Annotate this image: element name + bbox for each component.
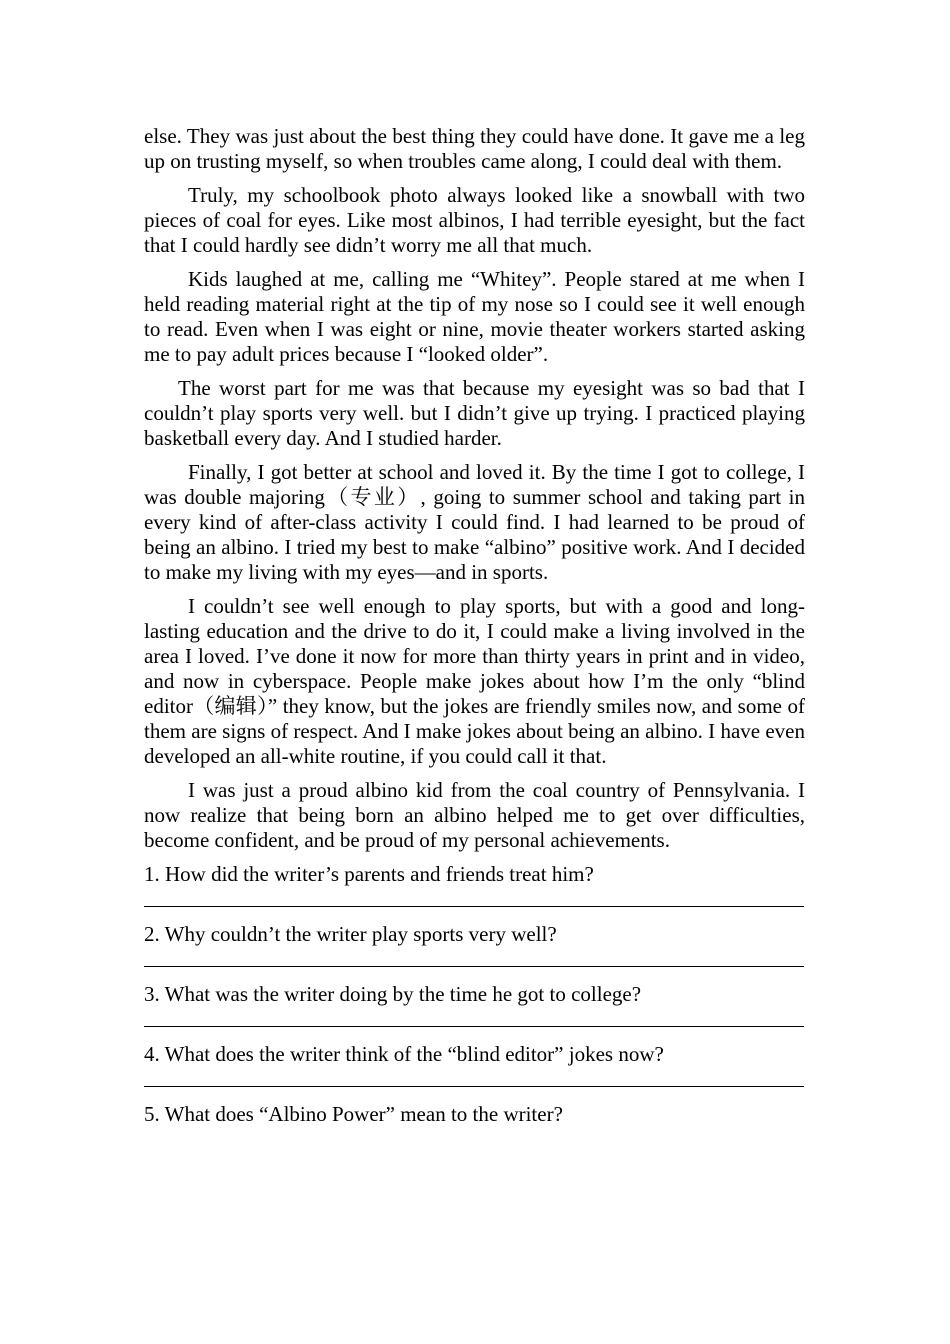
passage-paragraph-4: The worst part for me was that because my eyesight was so bad that I couldn’t play sports very well. but I didn’t give up trying. I practiced playing basketball every day. And I studied harder. (144, 376, 805, 450)
answer-line-1[interactable] (144, 887, 804, 907)
question-3: 3. What was the writer doing by the time he got to college? (144, 982, 642, 1006)
worksheet-page (144, 124, 805, 1127)
question-block-5 (144, 1102, 805, 1127)
question-block-2 (144, 922, 805, 967)
question-block-3 (144, 982, 805, 1027)
answer-line-4[interactable] (144, 1067, 804, 1087)
passage-paragraph-6: I couldn’t see well enough to play sports, but with a good and long-lasting education and the drive to do it, I could make a living involved in the area I loved. I’ve done it now for more than thirty years in print and in video, and now in cyberspace. People make jokes about how I’m the only “blind editor（编辑）” they know, but the jokes are friendly smiles now, and some of them are signs of respect. And I make jokes about being an albino. I have even developed an all-white routine, if you could call it that. (144, 594, 805, 768)
question-4: 4. What does the writer think of the “blind editor” jokes now? (144, 1042, 664, 1066)
question-block-4 (144, 1042, 805, 1087)
passage-paragraph-3: Kids laughed at me, calling me “Whitey”. People stared at me when I held reading material right at the tip of my nose so I could see it well enough to read. Even when I was eight or nine, movie theater workers started asking me to pay adult prices because I “looked older”. (144, 267, 805, 366)
question-5: 5. What does “Albino Power” mean to the writer? (144, 1102, 563, 1126)
question-2: 2. Why couldn’t the writer play sports very well? (144, 922, 557, 946)
question-block-1 (144, 862, 805, 907)
passage-paragraph-2: Truly, my schoolbook photo always looked like a snowball with two pieces of coal for eyes. Like most albinos, I had terrible eyesight, but the fact that I could hardly see didn’t worry me all that much. (144, 183, 805, 257)
answer-line-3[interactable] (144, 1007, 804, 1027)
question-1: 1. How did the writer’s parents and friends treat him? (144, 862, 594, 886)
passage-paragraph-5: Finally, I got better at school and loved it. By the time I got to college, I was double majoring（专业）, going to summer school and taking part in every kind of after-class activity I could find. I had learned to be proud of being an albino. I tried my best to make “albino” positive work. And I decided to make my living with my eyes—and in sports. (144, 460, 805, 584)
passage-paragraph-1: else. They was just about the best thing they could have done. It gave me a leg up on trusting myself, so when troubles came along, I could deal with them. (144, 124, 805, 173)
passage-paragraph-7: I was just a proud albino kid from the coal country of Pennsylvania. I now realize that being born an albino helped me to get over difficulties, become confident, and be proud of my personal achievements. (144, 778, 805, 852)
answer-line-2[interactable] (144, 947, 804, 967)
